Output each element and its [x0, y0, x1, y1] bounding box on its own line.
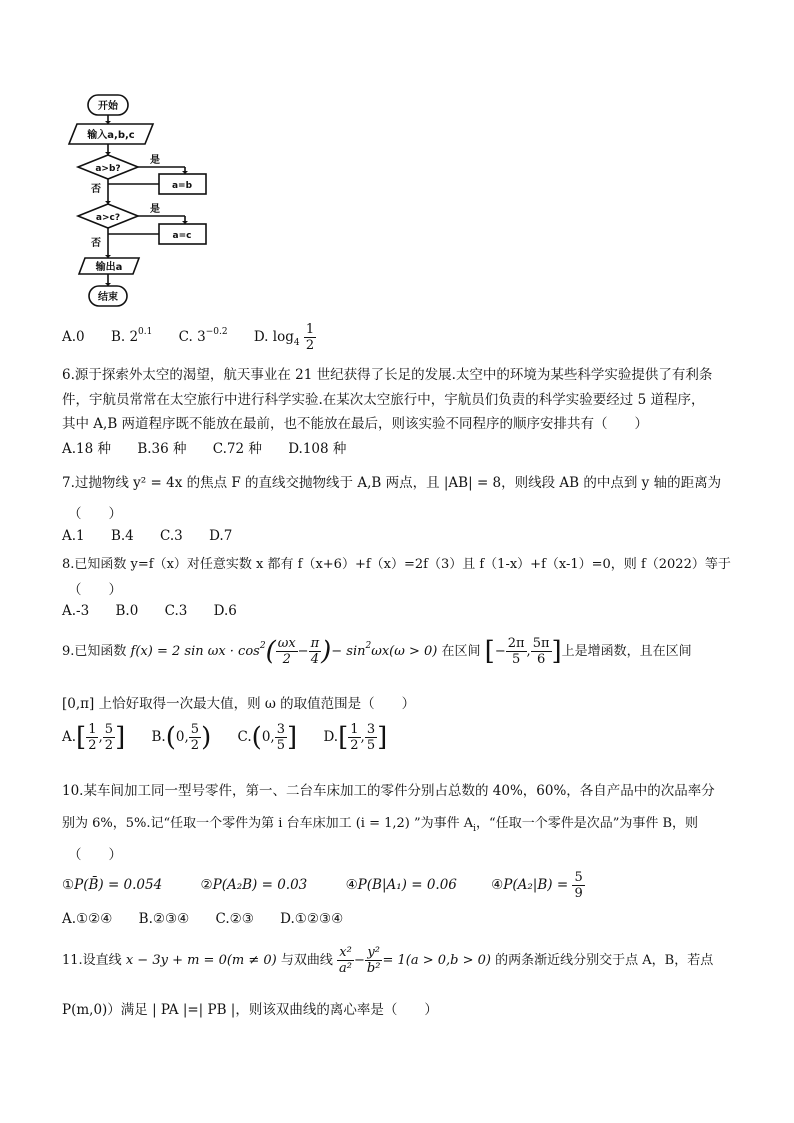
q9-options: [62, 722, 409, 753]
flowchart: [55, 88, 255, 318]
q8-option-d: D.6: [213, 603, 237, 619]
q10-statement-3: ④P(B|A₁) = 0.06: [345, 877, 457, 893]
flow-cond1-label: a>b?: [95, 164, 121, 174]
flow-assign1-label: a=b: [171, 181, 193, 191]
q5-option-a: A.0: [62, 329, 85, 345]
q10-line-3: （ ）: [68, 847, 122, 863]
q7-line-1: 7.过抛物线 y² = 4x 的焦点 F 的直线交抛物线于 A,B 两点，且 |AB| = 8，则线段 AB 的中点到 y 轴的距离为: [62, 475, 722, 491]
q7-options: [62, 528, 254, 544]
q9-option-c: C.(0, $\frac{3}{5}$ ]: [237, 722, 298, 753]
q6-line-3: 其中 A,B 两道程序既不能放在最前，也不能放在最后，则该实验不同程序的顺序安排共有（ ）: [62, 416, 649, 432]
q7-line-2: （ ）: [68, 506, 122, 522]
q6-option-b: B.36 种: [137, 441, 187, 457]
q6-line-1: 6.源于探索外太空的渴望，航天事业在 21 世纪获得了长足的发展.太空中的环境为某些科学实验提供了有利条: [62, 367, 713, 383]
flow-no1-label: 否: [91, 184, 101, 195]
q7-option-a: A.1: [62, 528, 85, 544]
q8-line-1: 8.已知函数 y=f（x）对任意实数 x 都有 f（x+6）+f（x）=2f（3）且 f（1-x）+f（x-1）=0，则 f（2022）等于: [62, 557, 731, 572]
q11-line-1: 11.设直线 x − 3y + m = 0(m ≠ 0) 与双曲线 $\frac{\text{x²}}{\text{a²}}$ − $\frac{\text{y²}}{\text{b²}}$ = 1(a > 0,b > 0) 的两条渐近线分别交于点 A，B，若点: [62, 945, 714, 976]
q7-option-b: B.4: [110, 528, 134, 544]
q5-option-b: B. $2^{0.1}$: [110, 327, 153, 345]
q8-options: [62, 603, 259, 619]
q9-line-1: 9.已知函数 f(x) = 2 $\sin \omega x \cdot \cos^2$( $\frac{\omega x}{2}$ − $\frac{\pi}{4}$ )− $\sin^2\omega x(\omega > 0)$ 在区间 [− $\frac{2\pi}{5}$ , $\frac{5\pi}{6}$ ]上是增函数，且在区间: [62, 636, 692, 667]
q9-option-d: D.[ $\frac{1}{2}$ , $\frac{3}{5}$ ]: [323, 722, 388, 753]
flow-end-label: 结束: [98, 292, 118, 303]
q10-line-1: 10.某车间加工同一型号零件，第一、二台车床加工的零件分别占总数的 40%，60%，各自产品中的次品率分: [62, 783, 715, 799]
q6-option-c: C.72 种: [212, 441, 262, 457]
q10-statements: [62, 870, 607, 901]
q10-option-b: B.②③④: [138, 911, 190, 927]
q9-function-formula: f(x) = 2 $\sin \omega x \cdot \cos^2$( $\frac{\omega x}{2}$ − $\frac{\pi}{4}$ )− $\sin^2\omega x(\omega > 0)$: [130, 636, 438, 667]
q5-option-c: C. $3^{-0.2}$: [178, 327, 228, 345]
flow-no2-label: 否: [91, 238, 101, 249]
q10-option-a: A.①②④: [62, 911, 113, 927]
q11-hyperbola-equation: $\frac{\text{x²}}{\text{a²}}$ − $\frac{\text{y²}}{\text{b²}}$ = 1(a > 0,b > 0): [339, 945, 491, 976]
q9-option-b: B.(0, $\frac{5}{2}$ ): [151, 722, 212, 753]
q10-option-c: C.②③: [215, 911, 254, 927]
q5-options: [62, 322, 338, 353]
flow-start-label: 开始: [98, 101, 118, 112]
q10-statement-2: ②P(A₂B) = 0.03: [200, 877, 308, 893]
q8-line-2: （ ）: [68, 582, 122, 598]
q10-option-d: D.①②③④: [280, 911, 344, 927]
q6-option-d: D.108 种: [288, 441, 347, 457]
q8-option-c: C.3: [164, 603, 188, 619]
q10-statement-4: ④P(A₂|B) = $\frac{5}{9}$: [491, 870, 583, 901]
q7-option-c: C.3: [160, 528, 183, 544]
q8-option-a: A.-3: [62, 603, 90, 619]
flow-yes1-label: 是: [150, 155, 160, 166]
q10-statement-1: ①P(B̄) = 0.054: [62, 877, 163, 893]
q7-option-d: D.7: [209, 528, 233, 544]
q6-option-a: A.18 种: [62, 441, 112, 457]
flow-yes2-label: 是: [150, 204, 160, 215]
flow-output-label: 输出a: [95, 262, 123, 273]
q9-line-2: [0,π] 上恰好取得一次最大值，则 ω 的取值范围是（ ）: [62, 696, 416, 712]
q11-line-2: P(m,0)）满足 | PA |=| PB |，则该双曲线的离心率是（ ）: [62, 1002, 438, 1018]
q5-option-d: D. $\log_4$ $\frac{1}{2}$: [253, 322, 315, 353]
q6-line-2: 件，宇航员常常在太空旅行中进行科学实验.在某次太空旅行中，宇航员们负责的科学实验要经过 5 道程序，: [62, 392, 705, 408]
q9-interval: [− $\frac{2\pi}{5}$ , $\frac{5\pi}{6}$ ]: [484, 636, 562, 667]
flow-input-label: 输入a,b,c: [87, 130, 135, 141]
q10-options: [62, 911, 365, 927]
q11-line-equation: x − 3y + m = 0(m ≠ 0): [125, 953, 277, 968]
q9-option-a: A.[ $\frac{1}{2}$ , $\frac{5}{2}$ ]: [62, 722, 126, 753]
q8-option-b: B.0: [115, 603, 139, 619]
q10-line-2: 别为 6%，5%.记“任取一个零件为第 i 台车床加工 (i = 1,2) ”为事件 $A_i$，“任取一个零件是次品”为事件 B，则: [62, 816, 699, 834]
q6-options: [62, 437, 368, 457]
flow-cond2-label: a>c?: [95, 213, 121, 223]
flow-assign2-label: a=c: [172, 231, 192, 241]
